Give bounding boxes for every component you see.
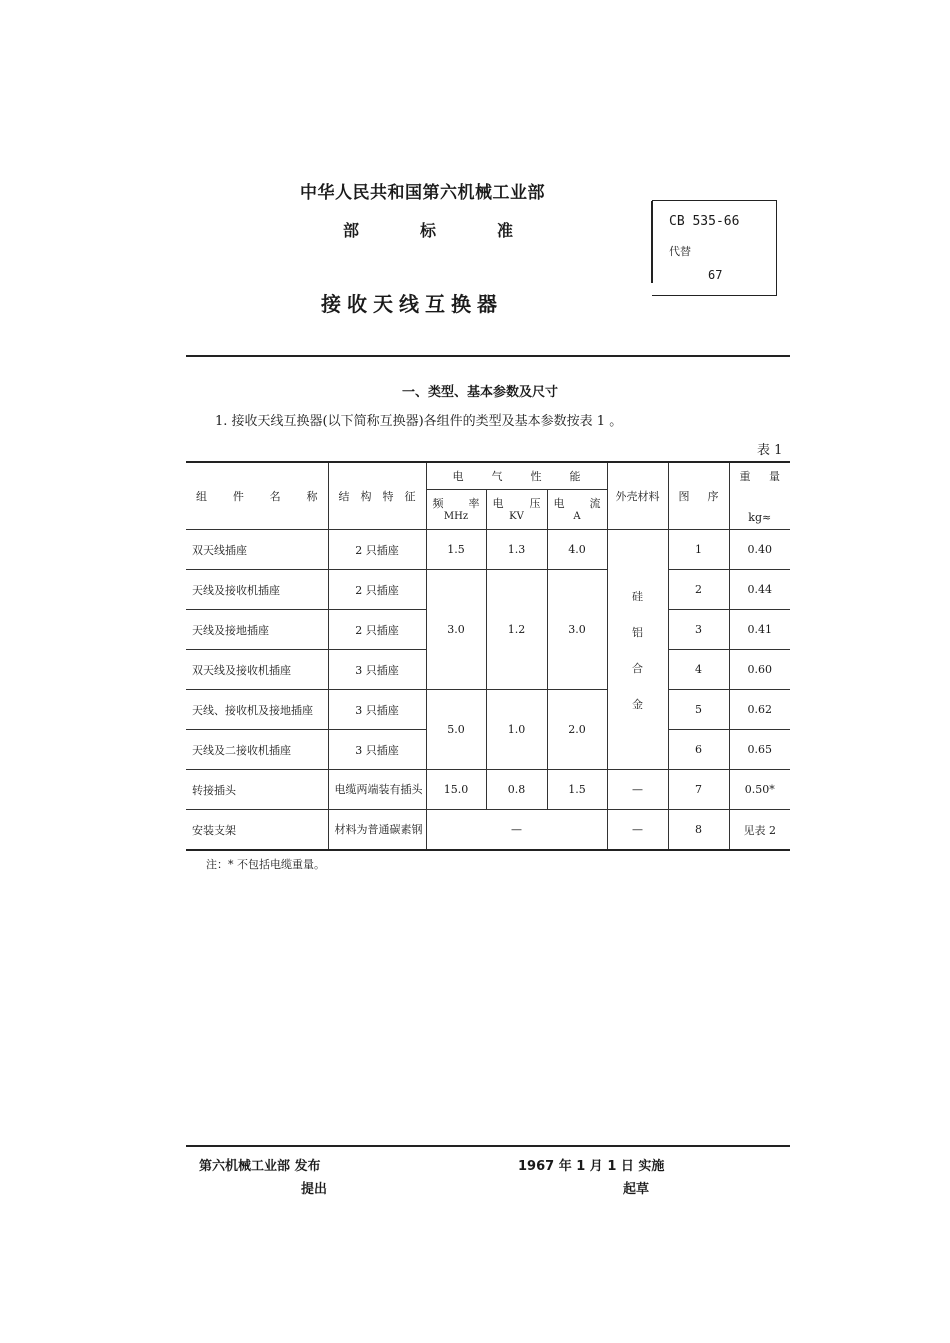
shell-material-dash: — <box>607 770 668 810</box>
weight-value: 0.60 <box>729 650 790 690</box>
table-note: 注：* 不包括电缆重量。 <box>206 858 325 871</box>
table-row <box>186 690 790 730</box>
header-shell-material: 外壳材料 <box>607 462 668 530</box>
header-current: 电 流 A <box>547 490 607 530</box>
header-structure: 结 构 特 征 <box>328 462 426 530</box>
figure-number: 7 <box>668 770 729 810</box>
spec-table <box>186 461 790 851</box>
replaces-label: 代替 <box>669 245 691 258</box>
voltage-value: 1.3 <box>486 530 547 570</box>
voltage-value: 1.0 <box>486 690 547 770</box>
footer-effective: 1967 年 1 月 1 日 实施 <box>518 1159 665 1174</box>
weight-value: 0.44 <box>729 570 790 610</box>
footer-divider <box>186 1145 790 1147</box>
voltage-value: 0.8 <box>486 770 547 810</box>
component-name: 双天线及接收机插座 <box>186 650 328 690</box>
figure-number: 8 <box>668 810 729 851</box>
table-row <box>186 530 790 570</box>
component-name: 安装支架 <box>186 810 328 851</box>
section-paragraph: 1. 接收天线互换器(以下简称互换器)各组件的类型及基本参数按表 1 。 <box>215 414 623 429</box>
component-name: 天线及接收机插座 <box>186 570 328 610</box>
table-row <box>186 770 790 810</box>
component-structure: 材料为普通碳素钢 <box>328 810 426 851</box>
document-title: 接收天线互换器 <box>321 292 503 316</box>
table-row <box>186 570 790 610</box>
electrical-dash: — <box>426 810 607 851</box>
component-structure: 2 只插座 <box>328 570 426 610</box>
frequency-value: 3.0 <box>426 570 486 690</box>
component-structure: 3 只插座 <box>328 730 426 770</box>
weight-value: 见表 2 <box>729 810 790 851</box>
component-name: 天线及接地插座 <box>186 610 328 650</box>
weight-value: 0.50* <box>729 770 790 810</box>
footer-proposer: 提出 <box>301 1182 328 1197</box>
weight-value: 0.40 <box>729 530 790 570</box>
figure-number: 4 <box>668 650 729 690</box>
header-figure: 图 序 <box>668 462 729 530</box>
component-structure: 3 只插座 <box>328 650 426 690</box>
header-component-name: 组 件 名 称 <box>186 462 328 530</box>
current-value: 4.0 <box>547 530 607 570</box>
component-name: 天线及二接收机插座 <box>186 730 328 770</box>
component-structure: 2 只插座 <box>328 530 426 570</box>
component-structure: 电缆两端装有插头 <box>328 770 426 810</box>
figure-number: 5 <box>668 690 729 730</box>
figure-number: 1 <box>668 530 729 570</box>
weight-value: 0.62 <box>729 690 790 730</box>
standard-label-char: 部 <box>343 221 360 240</box>
current-value: 2.0 <box>547 690 607 770</box>
ministry-title: 中华人民共和国第六机械工业部 <box>300 183 545 203</box>
component-name: 天线、接收机及接地插座 <box>186 690 328 730</box>
frequency-value: 5.0 <box>426 690 486 770</box>
figure-number: 2 <box>668 570 729 610</box>
header-divider <box>186 355 790 357</box>
footer-publisher: 第六机械工业部 发布 <box>199 1159 321 1174</box>
current-value: 1.5 <box>547 770 607 810</box>
figure-number: 6 <box>668 730 729 770</box>
header-weight: 重 量 kg≈ <box>729 462 790 530</box>
table-row <box>186 810 790 851</box>
current-value: 3.0 <box>547 570 607 690</box>
standard-code-box <box>652 200 777 296</box>
component-name: 转接插头 <box>186 770 328 810</box>
figure-number: 3 <box>668 610 729 650</box>
component-structure: 3 只插座 <box>328 690 426 730</box>
standard-label-char: 标 <box>419 221 436 240</box>
shell-material-shared: 硅 铝 合 金 <box>607 530 668 770</box>
header-frequency: 频 率 MHz <box>426 490 486 530</box>
weight-value: 0.65 <box>729 730 790 770</box>
header-weight-unit: kg≈ <box>748 511 772 524</box>
frequency-value: 15.0 <box>426 770 486 810</box>
shell-material-dash: — <box>607 810 668 851</box>
section-heading: 一、类型、基本参数及尺寸 <box>402 385 559 400</box>
weight-value: 0.41 <box>729 610 790 650</box>
header-voltage: 电 压 KV <box>486 490 547 530</box>
component-name: 双天线插座 <box>186 530 328 570</box>
table-caption: 表 1 <box>757 443 783 458</box>
replaces-value: 67 <box>708 268 723 282</box>
footer-drafter: 起草 <box>623 1182 650 1197</box>
standard-code: CB 535-66 <box>669 214 740 229</box>
voltage-value: 1.2 <box>486 570 547 690</box>
header-electrical: 电 气 性 能 <box>426 462 607 490</box>
frequency-value: 1.5 <box>426 530 486 570</box>
standard-label-char: 准 <box>496 221 513 240</box>
component-structure: 2 只插座 <box>328 610 426 650</box>
standard-label <box>343 218 513 241</box>
